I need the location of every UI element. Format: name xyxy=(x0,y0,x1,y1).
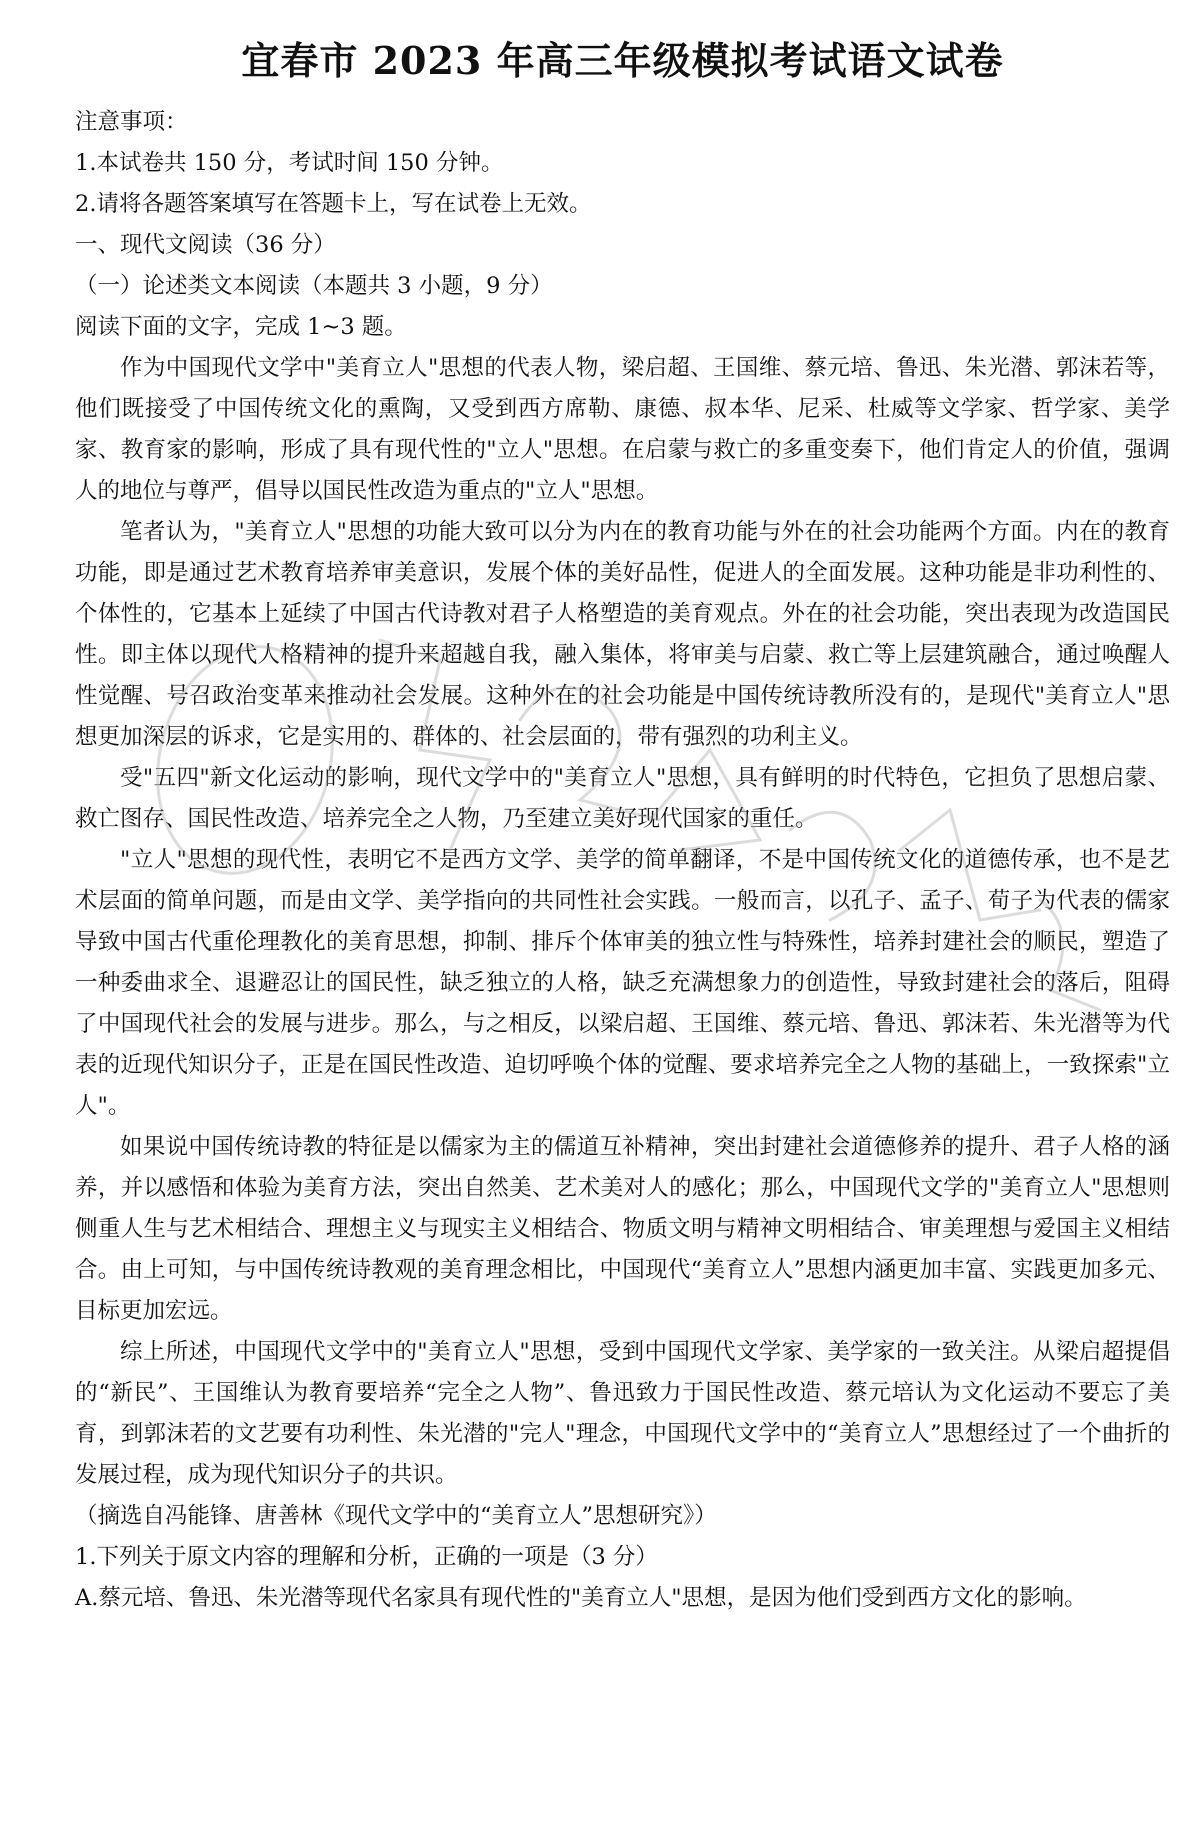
passage-paragraph: 笔者认为，"美育立人"思想的功能大致可以分为内在的教育功能与外在的社会功能两个方面。内在的教育功能，即是通过艺术教育培养审美意识，发展个体的美好品性，促进人的全面发展。这种功能是非功利性的、个体性的，它基本上延续了中国古代诗教对君子人格塑造的美育观点。外在的社会功能，突出表现为改造国民性。即主体以现代人格精神的提升来超越自我，融入集体，将审美与启蒙、救亡等上层建筑融合，通过唤醒人性觉醒、号召政治变革来推动社会发展。这种外在的社会功能是中国传统诗教所没有的，是现代"美育立人"思想更加深层的诉求，它是实用的、群体的、社会层面的，带有强烈的功利主义。 xyxy=(75,518,1170,750)
notice-heading: 注意事项： xyxy=(75,108,188,135)
notice-item: 2.请将各题答案填写在答题卡上，写在试卷上无效。 xyxy=(75,190,592,217)
answer-option-a: A.蔡元培、鲁迅、朱光潜等现代名家具有现代性的"美育立人"思想，是因为他们受到西方文化的影响。 xyxy=(75,1584,1087,1611)
section-heading: 一、现代文阅读（36 分） xyxy=(75,231,336,258)
passage-paragraph: 如果说中国传统诗教的特征是以儒家为主的儒道互补精神，突出封建社会道德修养的提升、君子人格的涵养，并以感悟和体验为美育方法，突出自然美、艺术美对人的感化；那么，中国现代文学的"美育立人"思想则侧重人生与艺术相结合、理想主义与现实主义相结合、物质文明与精神文明相结合、审美理想与爱国主义相结合。由上可知，与中国传统诗教观的美育理念相比，中国现代“美育立人”思想内涵更加丰富、实践更加多元、目标更加宏远。 xyxy=(75,1133,1170,1324)
exam-title: 宜春市 2023 年高三年级模拟考试语文试卷 xyxy=(241,38,1004,83)
passage-paragraph: "立人"思想的现代性，表明它不是西方文学、美学的简单翻译，不是中国传统文化的道德传承，也不是艺术层面的简单问题，而是由文学、美学指向的共同性社会实践。一般而言，以孔子、孟子、荀子为代表的儒家导致中国古代重伦理教化的美育思想，抑制、排斥个体审美的独立性与特殊性，培养封建社会的顺民，塑造了一种委曲求全、退避忍让的国民性，缺乏独立的人格，缺乏充满想象力的创造性，导致封建社会的落后，阻碍了中国现代社会的发展与进步。那么，与之相反，以梁启超、王国维、蔡元培、鲁迅、郭沫若、朱光潜等为代表的近现代知识分子，正是在国民性改造、迫切呼唤个体的觉醒、要求培养完全之人物的基础上，一致探索"立人"。 xyxy=(75,846,1170,1119)
passage-paragraph: 综上所述，中国现代文学中的"美育立人"思想，受到中国现代文学家、美学家的一致关注。从梁启超提倡的“新民”、王国维认为教育要培养“完全之人物”、鲁迅致力于国民性改造、蔡元培认为文化运动不要忘了美育，到郭沫若的文艺要有功利性、朱光潜的"完人"理念，中国现代文学中的“美育立人”思想经过了一个曲折的发展过程，成为现代知识分子的共识。 xyxy=(75,1338,1170,1488)
reading-instruction: 阅读下面的文字，完成 1~3 题。 xyxy=(75,313,407,340)
passage-source: （摘选自冯能锋、唐善林《现代文学中的“美育立人”思想研究》） xyxy=(75,1502,717,1529)
passage-paragraph: 受"五四"新文化运动的影响，现代文学中的"美育立人"思想，具有鲜明的时代特色，它担负了思想启蒙、救亡图存、国民性改造、培养完全之人物，乃至建立美好现代国家的重任。 xyxy=(75,764,1170,832)
notice-item: 1.本试卷共 150 分，考试时间 150 分钟。 xyxy=(75,149,504,176)
subsection-heading: （一）论述类文本阅读（本题共 3 小题，9 分） xyxy=(75,272,553,299)
passage-paragraph: 作为中国现代文学中"美育立人"思想的代表人物，梁启超、王国维、蔡元培、鲁迅、朱光潜、郭沫若等，他们既接受了中国传统文化的熏陶，又受到西方席勒、康德、叔本华、尼采、杜威等文学家、哲学家、美学家、教育家的影响，形成了具有现代性的"立人"思想。在启蒙与救亡的多重变奏下，他们肯定人的价值，强调人的地位与尊严，倡导以国民性改造为重点的"立人"思想。 xyxy=(75,354,1170,504)
question-stem: 1.下列关于原文内容的理解和分析，正确的一项是（3 分） xyxy=(75,1543,658,1570)
